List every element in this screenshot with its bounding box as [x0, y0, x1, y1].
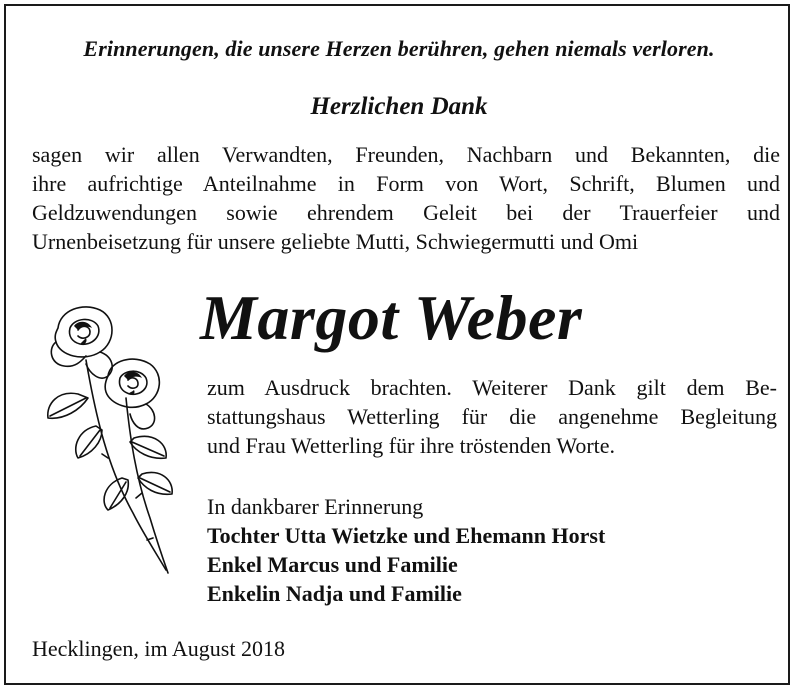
thanks-line: stattungshaus Wetterling für die angenehme Begleitung [207, 404, 777, 429]
deceased-name: Margot Weber [200, 282, 583, 353]
closing-block [207, 492, 605, 608]
intro-line: Urnenbeisetzung für unsere geliebte Mutti, Schwiegermutti und Omi [32, 229, 639, 254]
signatory: Enkel Marcus und Familie [207, 552, 458, 577]
place-date: Hecklingen, im August 2018 [32, 636, 285, 661]
intro-line: Geldzuwendungen sowie ehrendem Geleit bei der Trauerfeier und [32, 200, 780, 225]
signatory: Enkelin Nadja und Familie [207, 581, 462, 606]
heading: Herzlichen Dank [310, 93, 488, 120]
notice-frame [4, 4, 790, 685]
thanks-line: zum Ausdruck brachten. Weiterer Dank gilt dem Be- [207, 375, 777, 400]
signatory: Tochter Utta Wietzke und Ehemann Horst [207, 523, 606, 548]
intro-paragraph [32, 140, 780, 256]
motto: Erinnerungen, die unsere Herzen berühren, gehen niemals verloren. [83, 36, 715, 61]
thanks-paragraph [207, 373, 777, 460]
intro-line: sagen wir allen Verwandten, Freunden, Nachbarn und Bekannten, die [32, 142, 780, 167]
thanks-line: und Frau Wetterling für ihre tröstenden Worte. [207, 433, 616, 458]
rose-icon [38, 298, 188, 580]
intro-line: ihre aufrichtige Anteilnahme in Form von Wort, Schrift, Blumen und [32, 171, 780, 196]
closing-phrase: In dankbarer Erinnerung [207, 494, 424, 519]
